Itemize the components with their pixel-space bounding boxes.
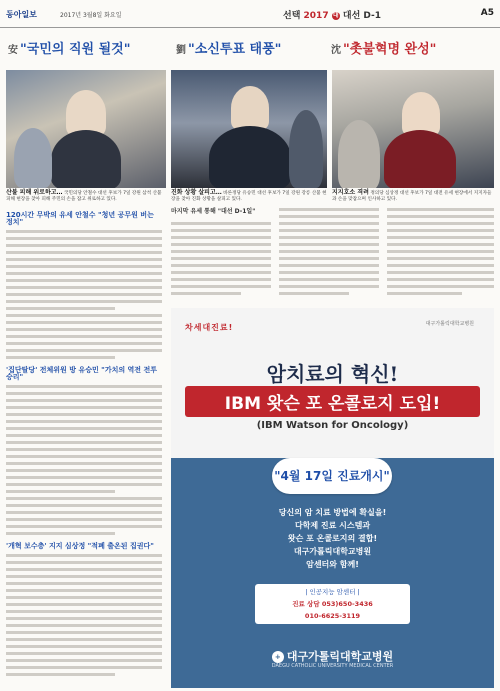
caption-ahn: 산불 피해 위로하고… 국민의당 안철수 대선 후보가 7일 강원 삼척 산불 피해 현장을 찾아 피해 주민의 손을 잡고 위로하고 있다. [6, 189, 162, 202]
photo-yoo [171, 70, 327, 188]
ad-subtitle: (IBM Watson for Oncology) [256, 420, 409, 431]
section-title: 선택 2017 대 대선 D-1 [283, 11, 382, 21]
ad-contact-box: | 인공지능 암센터 | 진료 상담 053)650-3436 010-6625-3119 [255, 584, 410, 624]
ad-body: 당신의 암 치료 방법에 확실을! 다학제 진료 시스템과 왓슨 포 온콜로지의 결합! 대구가톨릭대학교병원 암센터와 함께! [278, 508, 387, 569]
hospital-logo-icon: + [272, 651, 284, 663]
photo-ahn [6, 70, 166, 188]
ad-phone-2: 010-6625-3119 [304, 612, 361, 620]
page-number: A5 [480, 8, 494, 18]
issue-date: 2017년 3월8일 화요일 [60, 12, 122, 19]
page-header [0, 0, 500, 28]
ad-phone: 진료 상담 053)650-3436 [292, 600, 373, 608]
newspaper-name: 동아일보 [6, 10, 37, 19]
section-dot-icon: 대 [332, 11, 339, 19]
ad-title-banner: IBM 왓슨 포 온콜로지 도입! [185, 386, 480, 417]
ad-tag: 차세대진료! [185, 323, 234, 332]
headline-sim: 沈 "촛불혁명 완성" [331, 42, 437, 57]
mid-subhead-1: 마지막 유세 통해 "대선 D-1일" [171, 208, 256, 215]
ad-hospital-name: + 대구가톨릭대학교병원 [171, 648, 494, 664]
headline-ahn: 安 "국민의 직원 될것" [8, 42, 131, 57]
headline-yoo: 劉 "소신투표 태풍" [176, 42, 282, 57]
ad-start-date-badge: "4월 17일 진료개시" [272, 458, 392, 494]
caption-yoo: 진화 상황 살피고… 바른정당 유승민 대선 후보가 7일 강원 강릉 산불 현장을 찾아 진화 상황을 살피고 있다. [171, 189, 327, 202]
hospital-advertisement [171, 308, 494, 688]
photo-sim [332, 70, 494, 188]
mid-article-column-1 [171, 208, 271, 299]
mid-article-column-2 [279, 208, 379, 299]
main-headline [0, 28, 500, 68]
ad-top-logo: 대구가톨릭대학교병원 [425, 321, 474, 327]
left-subhead-2: '집단탈당' 전체위원 방 유승민 "가치의 역전 전투승리" [6, 366, 158, 381]
left-article-column [6, 208, 162, 680]
left-subhead-3: '개혁 보수층' 지지 심상정 "적폐 출온된 집권다" [6, 542, 154, 550]
ad-hospital-name-en: DAEGU CATHOLIC UNIVERSITY MEDICAL CENTER [271, 663, 394, 669]
left-subhead-1: 120시간 무박의 유세 안철수 "청년 공무원 버는 정치" [6, 211, 154, 226]
ad-title: 암치료의 혁신! [266, 362, 399, 386]
caption-sim: 지지호소 격려 정의당 심상정 대선 후보가 7일 대전 유세 현장에서 지지자들과 손을 맞잡으며 인사하고 있다. [332, 189, 492, 202]
mid-article-column-3 [387, 208, 494, 299]
